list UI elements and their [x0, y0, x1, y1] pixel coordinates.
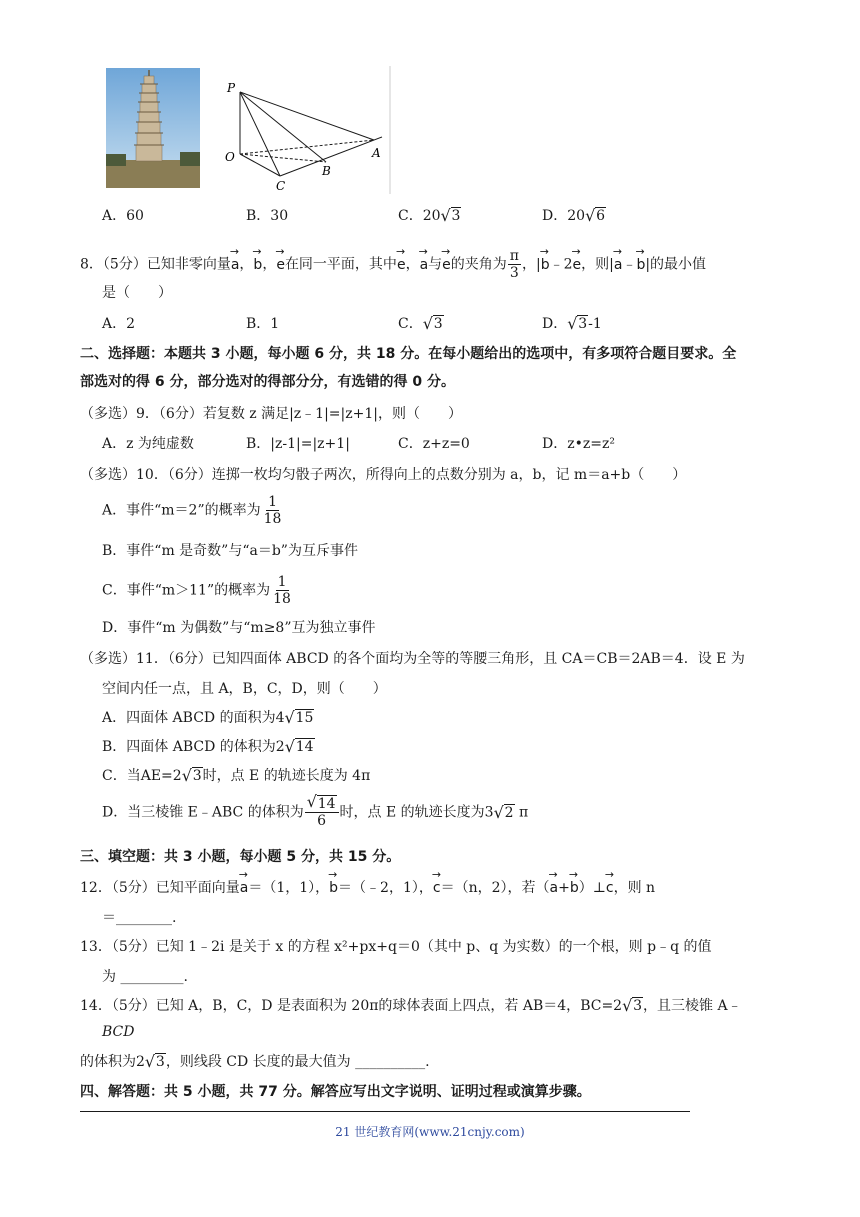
label-b: B [322, 164, 331, 178]
q7-option-b: B．30 [246, 208, 289, 224]
q10-option-a: A．事件“m＝2”的概率为 $\frac{1}{18}$ [102, 494, 282, 527]
q9-option-a: A．z 为纯虚数 [102, 436, 194, 452]
q10-option-d: D．事件“m 为偶数”与“m≥8”互为独立事件 [102, 620, 376, 636]
q13-answer-blank[interactable]: 为 _________. [102, 969, 188, 985]
section-2-heading-line2: 部选对的得 6 分，部分选对的得部分分，有选错的得 0 分。 [80, 374, 455, 390]
q9-option-b: B．|z-1|=|z+1| [246, 436, 350, 452]
label-c: C [276, 179, 286, 193]
q14-stem: 14．（5分）已知 A，B，C，D 是表面积为 20π的球体表面上四点，若 AB＝4，BC=2√ 3，且三棱锥 A﹣ [80, 995, 742, 1015]
q11-option-b: B．四面体 ABCD 的体积为2√ 14 [102, 736, 315, 756]
q14-stem-line2: BCD [102, 1024, 135, 1040]
tetrahedron-figure [222, 66, 394, 196]
q8-option-b: B．1 [246, 316, 280, 332]
q12-answer-blank[interactable]: ＝________. [102, 910, 177, 926]
footer-divider [80, 1111, 690, 1112]
q11-option-d: D．当三棱锥 E﹣ABC 的体积为 √ $\frac{14}{6}$ 时，点 E 的轨迹长度为3√ 2 π [102, 796, 528, 829]
footer-source: 21 世纪教育网(www.21cnjy.com) [335, 1125, 525, 1139]
q8-option-d: D．√ 3-1 [542, 313, 602, 333]
q8-stem-line2: 是（ ） [102, 285, 172, 301]
q7-option-a: A．60 [102, 208, 144, 224]
label-a: A [372, 146, 381, 160]
section-3-heading: 三、填空题：共 3 小题，每小题 5 分，共 15 分。 [80, 849, 401, 865]
q10-option-c: C．事件“m＞11”的概率为 $\frac{1}{18}$ [102, 574, 291, 607]
q10-stem: （多选）10．（6分）连掷一枚均匀骰子两次，所得向上的点数分别为 a，b，记 m＝a+b（ ） [80, 467, 687, 483]
q8-stem: 8．（5分）已知非零向量→ a，→ b，→ e在同一平面，其中→ e，→ a与→ e的夹角为 $\frac{\pi}{3}$ ，|→ b﹣2→ e，则|→ a﹣→ b|的最小值 [80, 248, 706, 281]
q9-option-d: D．z•z=z² [542, 436, 615, 452]
q7-option-d: D．20√ 6 [542, 205, 606, 225]
q11-stem-line2: 空间内任一点，且 A，B，C，D，则（ ） [102, 681, 387, 697]
q12-stem: 12．（5分）已知平面向量→ a＝（1，1），→ b＝（﹣2，1），→ c＝（n，2），若（→ a+→ b）⊥→ c，则 n [80, 876, 655, 897]
q8-option-a: A．2 [102, 316, 136, 332]
pagoda-photo [106, 68, 200, 188]
label-p: P [227, 81, 236, 95]
section-4-heading: 四、解答题：共 5 小题，共 77 分。解答应写出文字说明、证明过程或演算步骤。 [80, 1084, 591, 1100]
q13-stem: 13．（5分）已知 1﹣2i 是关于 x 的方程 x²+px+q＝0（其中 p、q 为实数）的一个根，则 p﹣q 的值 [80, 939, 712, 955]
q14-stem-line3: 的体积为2√ 3，则线段 CD 长度的最大值为 __________. [80, 1051, 430, 1071]
q11-stem: （多选）11．（6分）已知四面体 ABCD 的各个面均为全等的等腰三角形，且 CA＝CB＝2AB＝4．设 E 为 [80, 651, 745, 667]
label-o: O [225, 150, 235, 164]
q11-option-a: A．四面体 ABCD 的面积为4√ 15 [102, 707, 314, 727]
q9-stem: （多选）9．（6分）若复数 z 满足|z﹣1|=|z+1|，则（ ） [80, 406, 462, 422]
q11-option-c: C．当AE=2√ 3时，点 E 的轨迹长度为 4π [102, 765, 370, 785]
q10-option-b: B．事件“m 是奇数”与“a＝b”为互斥事件 [102, 543, 358, 559]
q9-option-c: C．z+z=0 [398, 436, 470, 452]
q7-option-c: C．20√ 3 [398, 205, 461, 225]
q8-option-c: C．√ 3 [398, 313, 444, 333]
section-2-heading: 二、选择题：本题共 3 小题，每小题 6 分，共 18 分。在每小题给出的选项中，有多项符合题目要求。全 [80, 346, 737, 362]
